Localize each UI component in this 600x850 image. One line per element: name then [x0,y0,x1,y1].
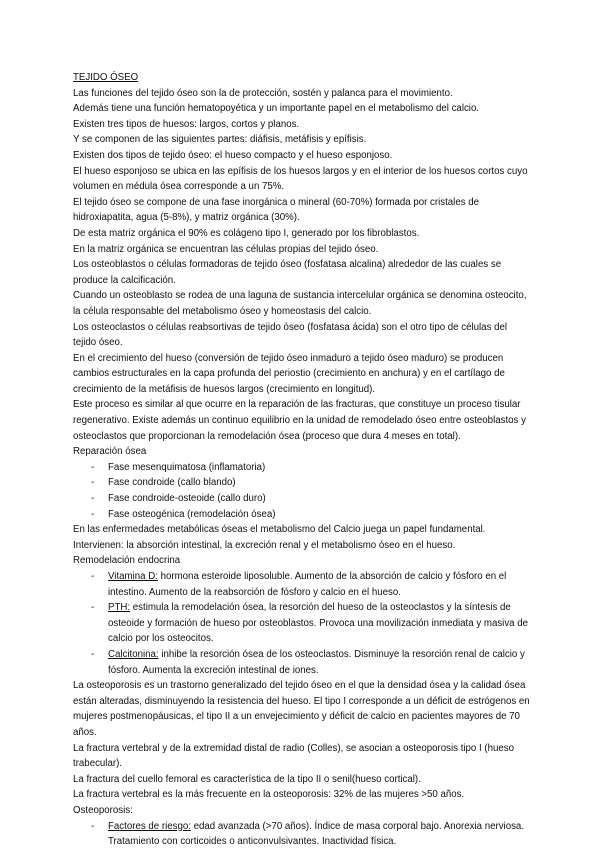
list-item [73,819,531,850]
list-item-text: Fase condroide (callo blando) [108,477,236,489]
paragraph: Osteoporosis: [73,804,133,816]
list-item-label: PTH: [108,602,131,614]
dash-bullet-icon: - [91,508,95,520]
list-item-label: Vitamina D: [108,571,158,582]
dash-bullet-icon: - [91,571,95,582]
paragraph: De esta matriz orgánica el 90% es colágeno tipo I, generado por los fibroblastos. [73,227,420,239]
paragraph: Existen dos tipos de tejido óseo: el hueso compacto y el hueso esponjoso. [73,149,393,161]
dash-bullet-icon: - [91,461,95,473]
paragraph: Cuando un osteoblasto se rodea de una laguna de sustancia intercelular orgánica se denomina osteocito, la célula responsable del metabolismo óseo y homeostasis del calcio. [73,290,527,317]
list-item-text: Fase osteogénica (remodelación ósea) [108,508,276,520]
bullet-list [73,569,531,678]
dash-bullet-icon: - [91,477,95,489]
paragraph: La fractura vertebral y de la extremidad distal de radio (Colles), se asocian a osteoporosis tipo I (hueso trabecular). [73,742,515,770]
dash-bullet-icon: - [91,648,95,660]
dash-bullet-icon: - [91,820,95,832]
list-item-text: hormona esteroide liposoluble. Aumento de la absorción de calcio y fósforo en el intestino. Aumento de la reabsorción de fósforo y calcio en el hueso. [108,571,507,598]
paragraph: En las enfermedades metabólicas óseas el metabolismo del Calcio juega un papel fundamental. [73,524,486,536]
paragraph: Los osteoclastos o células reabsortivas de tejido óseo (fosfatasa ácida) son el otro tipo de células del tejido óseo. [73,321,508,349]
list-item [73,507,531,523]
dash-bullet-icon: - [91,602,95,614]
list-item-text: Fase mesenquimatosa (inflamatoria) [108,461,266,473]
list-item [73,569,531,600]
paragraph: Existen tres tipos de huesos: largos, cortos y planos. [73,118,300,130]
document-page [73,70,531,850]
list-item [73,600,531,647]
paragraph: El tejido óseo se compone de una fase inorgánica o mineral (60-70%) formada por cristales de hidroxiapatita, agua (5-8%), y matriz orgánica (30%). [73,196,480,224]
list-item [73,491,531,507]
dash-bullet-icon: - [91,493,95,505]
paragraph: La fractura del cuello femoral es característica de la tipo II o senil(hueso cortical). [73,773,421,785]
list-item-text: inhibe la resorción ósea de los osteoclastos. Disminuye la resorción renal de calcio y fósforo. Aumenta la excreción intestinal de iones. [108,648,525,676]
list-item-text: edad avanzada (>70 años). Índice de masa corporal bajo. Anorexia nerviosa. Tratamiento con corticoides o anticonvulsivantes. Inactividad física. [108,820,525,848]
paragraph: El hueso esponjoso se ubica en las epífisis de los huesos largos y en el interior de los huesos cortos cuyo volumen en médula ósea corresponde a un 75%. [73,165,528,193]
paragraph: Las funciones del tejido óseo son la de protección, sostén y palanca para el movimiento. [73,87,453,99]
list-item [73,647,531,678]
paragraph: Intervienen: la absorción intestinal, la excreción renal y el metabolismo óseo en el hueso. [73,539,456,551]
paragraph: Remodelación endocrina [73,555,181,567]
paragraph: En el crecimiento del hueso (conversión de tejido óseo inmaduro a tejido óseo maduro) se producen cambios estructurales en la capa profunda del periostio (crecimiento en anchura) y en el cartílago de crecimiento de la metáfisis de huesos largos (crecimiento en longitud). [73,352,505,395]
paragraph: La osteoporosis es un trastorno generalizado del tejido óseo en el que la densidad ósea y la calidad ósea están alteradas, disminuyendo la resistencia del hueso. El tipo I corresponde a un déficit de estrógenos en mujeres postmenopáusicas, el tipo II a un envejecimiento y déficit de calcio en pacientes mayores de 70 años. [73,680,530,738]
list-item-text: Fase condroide-osteoide (callo duro) [108,493,266,505]
list-item [73,460,531,476]
paragraph: Y se componen de las siguientes partes: diáfisis, metáfisis y epífisis. [73,134,367,146]
paragraph: La fractura vertebral es la más frecuente en la osteoporosis: 32% de las mujeres >50 años. [73,789,465,801]
bullet-list [73,460,531,522]
paragraph: En la matriz orgánica se encuentran las células propias del tejido óseo. [73,243,379,255]
paragraph: Además tiene una función hematopoyética y un importante papel en el metabolismo del calcio. [73,103,480,115]
paragraph: Este proceso es similar al que ocurre en la reparación de las fracturas, que constituye un proceso tisular regenerativo. Existe además un continuo equilibrio en la unidad de remodelado óseo entre osteoblastos y osteoclastos que proporcionan la remodelación ósea (proceso que dura 4 meses en total). [73,399,526,442]
list-item-label: Calcitonina: [108,648,159,660]
list-item-text: estimula la remodelación ósea, la resorción del hueso de la osteoclastos y la síntesis de osteoide y formación de hueso por osteoblastos. Provoca una movilización inmediata y masiva de calcio por los osteocitos. [108,602,529,645]
bullet-list [73,819,531,850]
list-item [73,475,531,491]
paragraph: Reparación ósea [73,446,147,458]
document-title: TEJIDO ÓSEO [73,72,139,83]
paragraph: Los osteoblastos o células formadoras de tejido óseo (fosfatasa alcalina) alrededor de las cuales se produce la calcificación. [73,259,502,286]
list-item-label: Factores de riesgo: [108,820,191,832]
